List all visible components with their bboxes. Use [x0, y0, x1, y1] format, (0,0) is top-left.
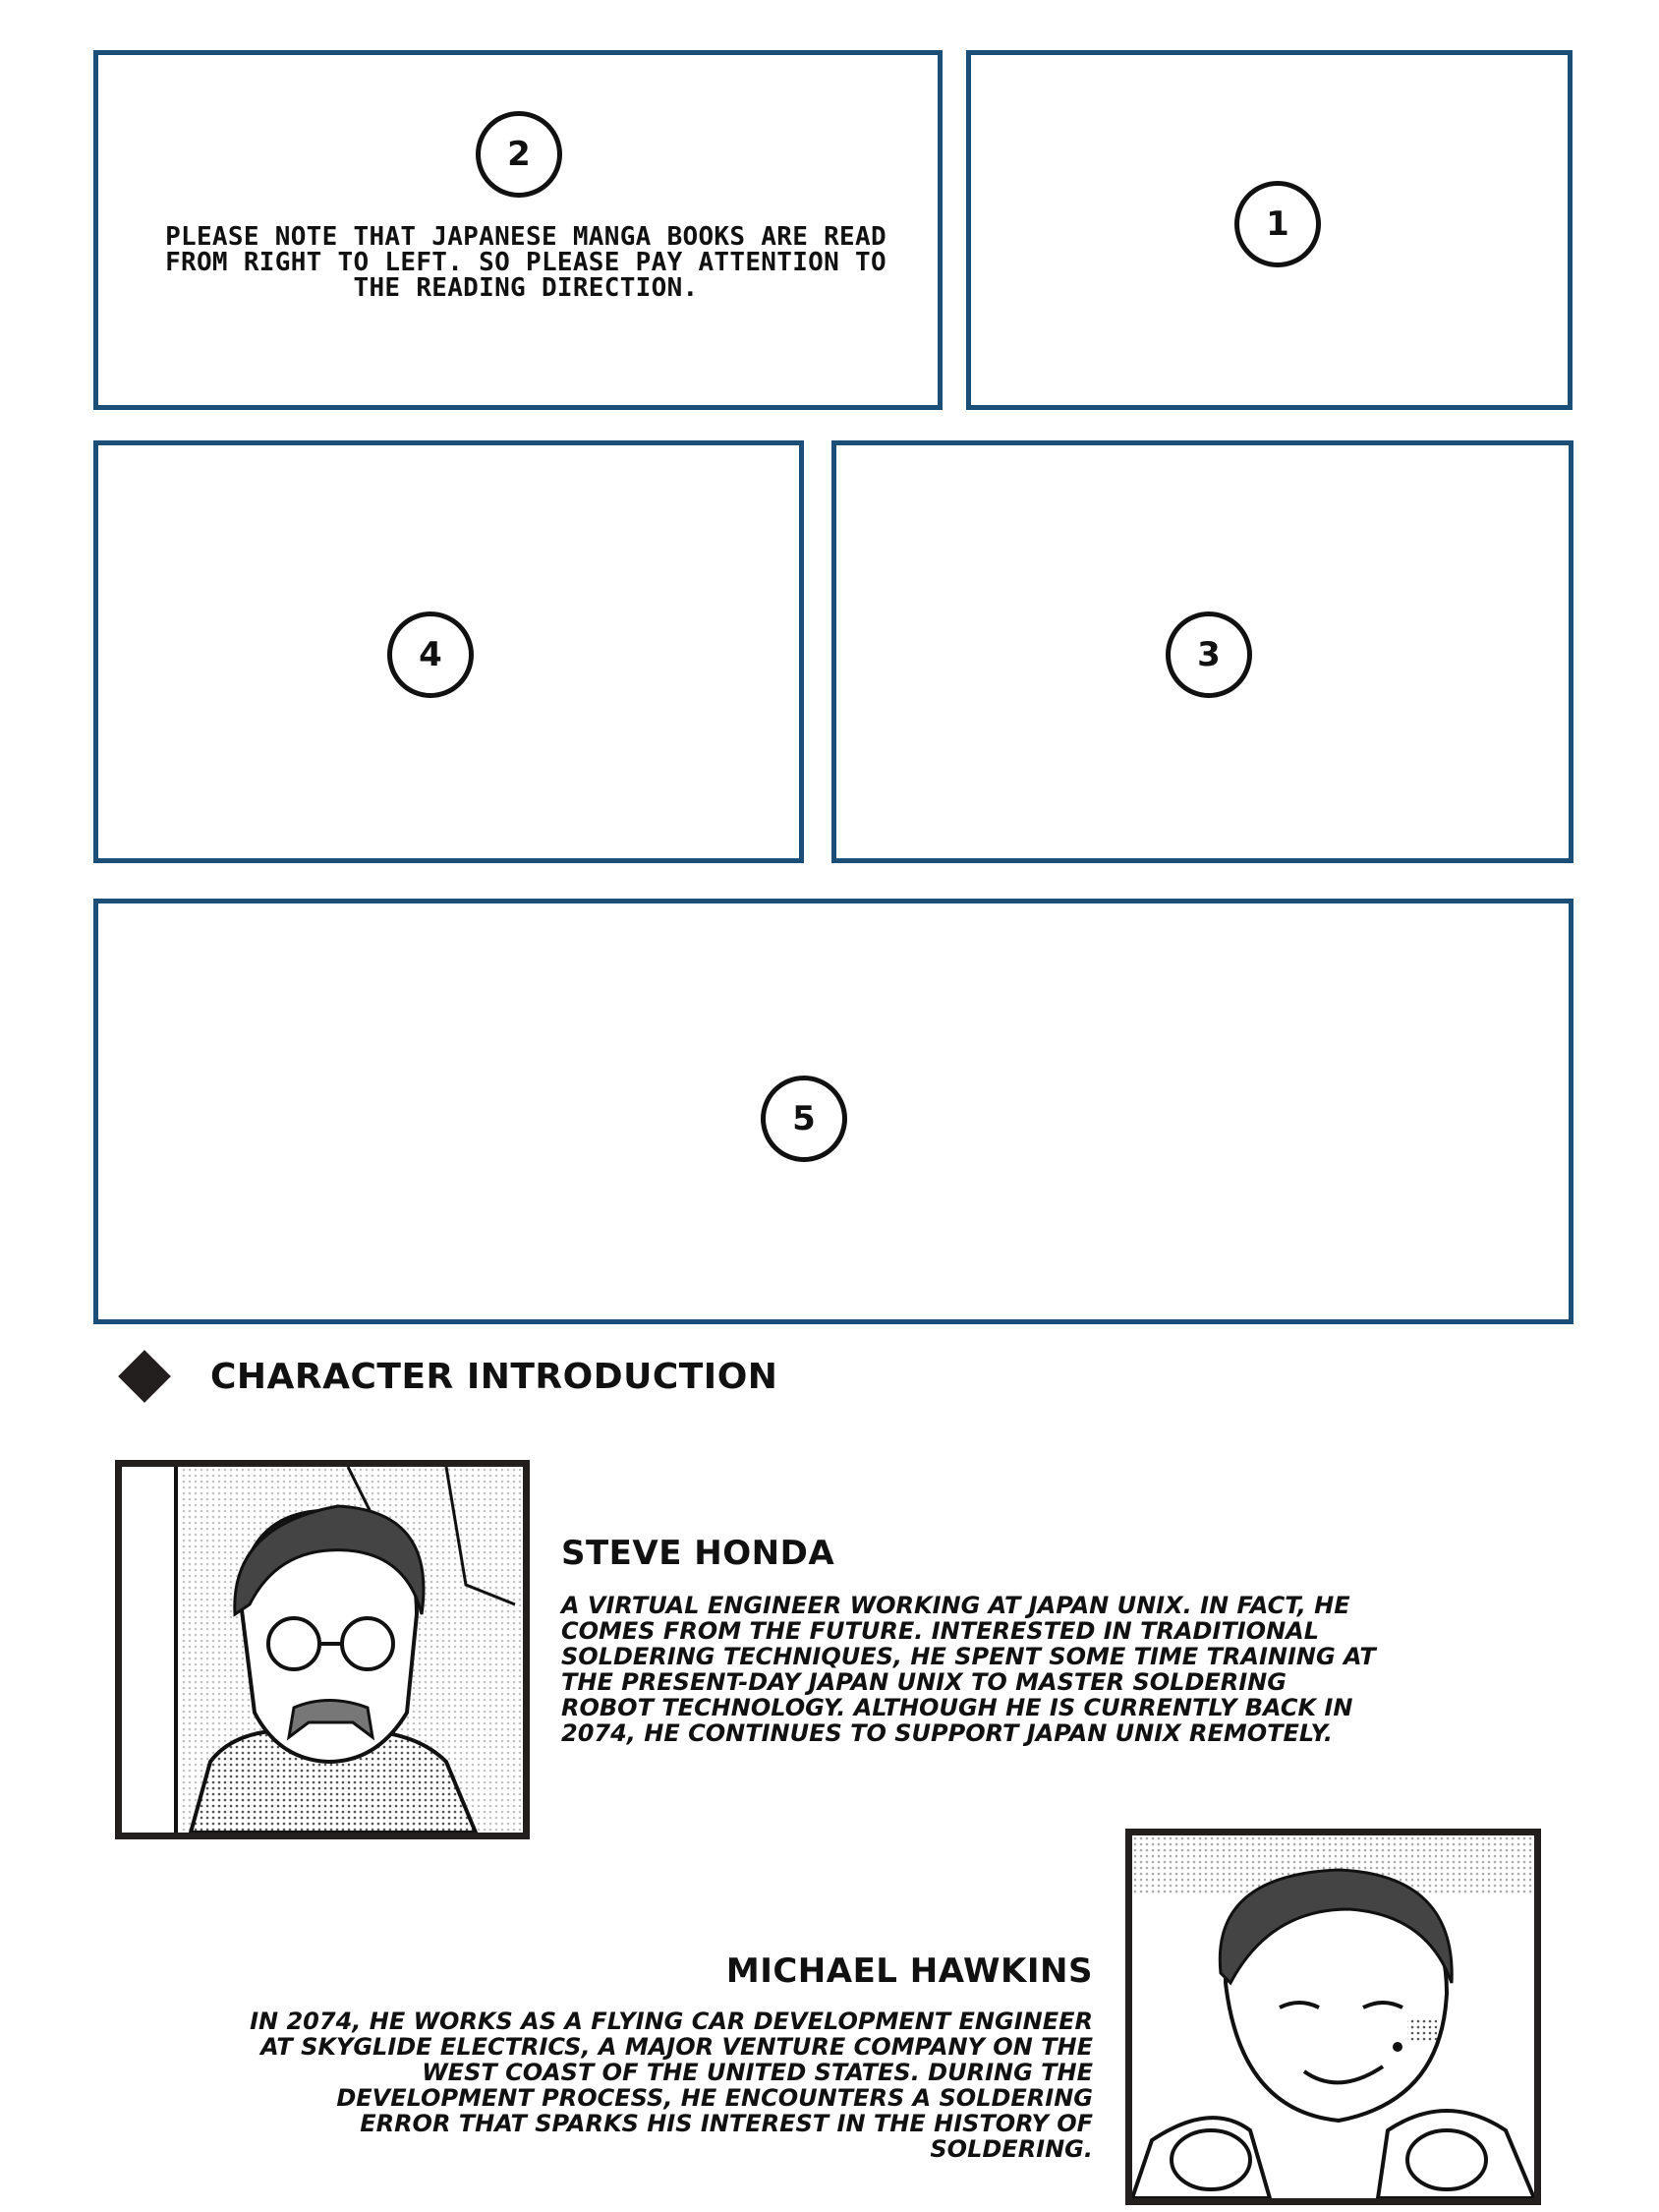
steve-honda-portrait: [115, 1460, 530, 1839]
character-desc-michael-hawkins: IN 2074, HE WORKS AS A FLYING CAR DEVELOPMENT ENGINEER AT SKYGLIDE ELECTRICS, A MAJOR VENTURE COMPANY ON THE WEST COAST OF THE UNITED STATES. DURING THE DEVELOPMENT PROCESS, HE ENCOUNTERS A SOLDERING ERROR THAT SPARKS HIS INTEREST IN THE HISTORY OF SOLDERING.: [250, 2008, 1093, 2163]
steve-honda-illustration: [122, 1467, 523, 1833]
michael-hawkins-illustration: [1132, 1835, 1534, 2198]
panel-number-3: 3: [1166, 611, 1252, 698]
diamond-icon: [118, 1350, 171, 1403]
panel-number-2: 2: [476, 111, 562, 198]
panel-number-1: 1: [1234, 181, 1321, 267]
michael-hawkins-portrait: [1125, 1829, 1541, 2205]
character-name-steve-honda: STEVE HONDA: [561, 1534, 835, 1573]
reading-direction-note: PLEASE NOTE THAT JAPANESE MANGA BOOKS ARE READ FROM RIGHT TO LEFT. SO PLEASE PAY ATTENTION TO THE READING DIRECTION.: [165, 222, 887, 303]
character-desc-steve-honda: A VIRTUAL ENGINEER WORKING AT JAPAN UNIX. IN FACT, HE COMES FROM THE FUTURE. INTERESTED IN TRADITIONAL SOLDERING TECHNIQUES, HE SPENT SOME TIME TRAINING AT THE PRESENT-DAY JAPAN UNIX TO MASTER SOLDERING ROBOT TECHNOLOGY. ALTHOUGH HE IS CURRENTLY BACK IN 2074, HE CONTINUES TO SUPPORT JAPAN UNIX REMOTELY.: [561, 1592, 1376, 1747]
section-title: CHARACTER INTRODUCTION: [210, 1356, 778, 1397]
character-name-michael-hawkins: MICHAEL HAWKINS: [725, 1951, 1093, 1991]
panel-number-5: 5: [761, 1076, 847, 1162]
panel-number-4: 4: [387, 611, 474, 698]
section-header: [116, 1347, 777, 1406]
